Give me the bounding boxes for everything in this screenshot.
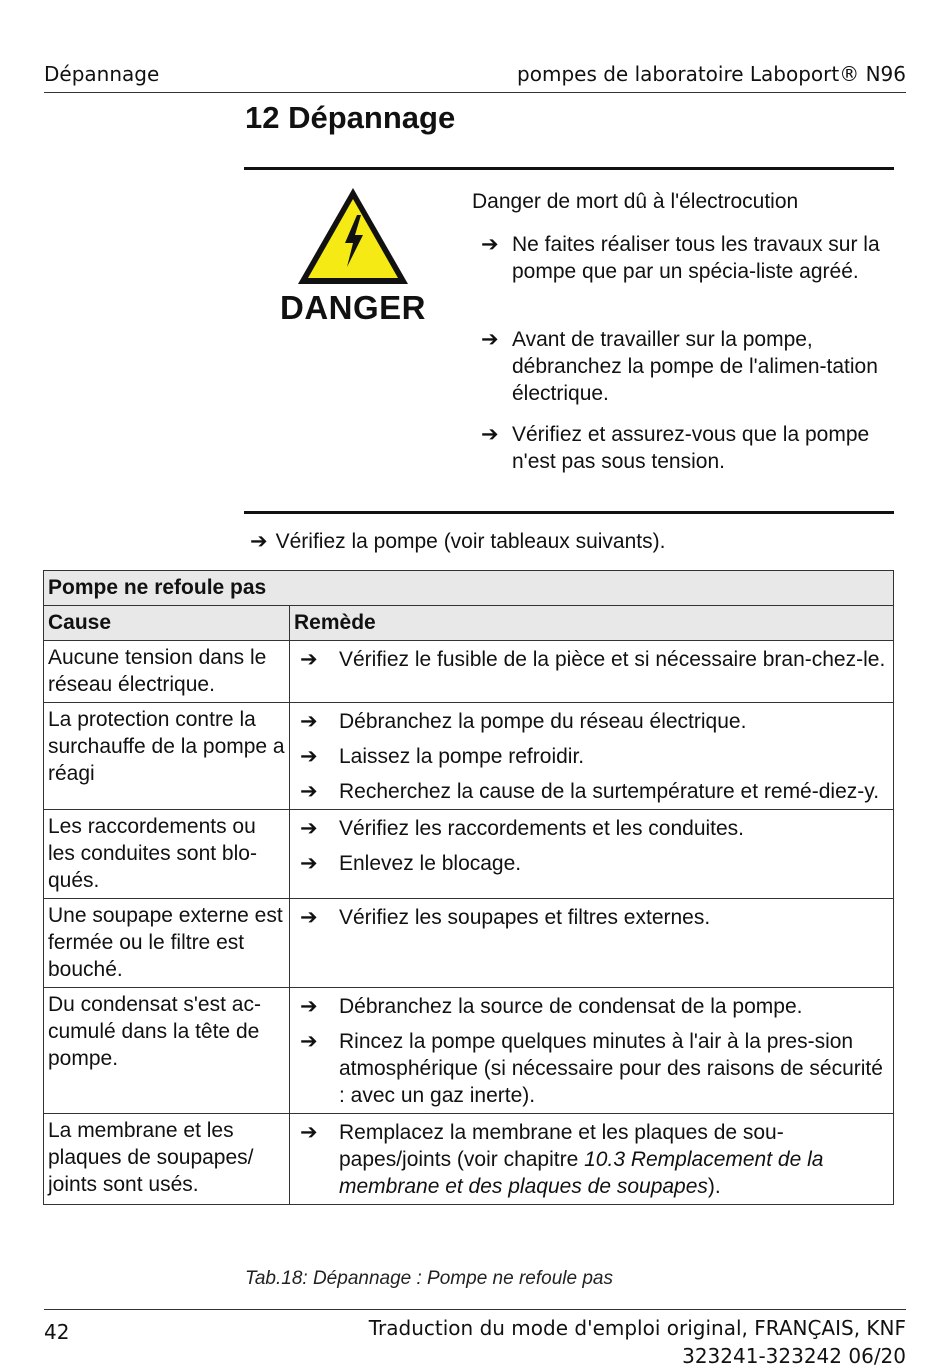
remedy-cell [290, 810, 894, 899]
table-header-row [44, 606, 894, 641]
arrow-icon: ➔ [300, 852, 318, 875]
warning-title: Danger de mort dû à l'électrocution [472, 190, 799, 213]
arrow-icon: ➔ [300, 817, 318, 840]
arrow-icon: ➔ [300, 745, 318, 768]
footer-translation-note: Traduction du mode d'emploi original, FRANÇAIS, KNF [368, 1316, 906, 1340]
arrow-icon: ➔ [300, 906, 318, 929]
arrow-icon: ➔ [300, 648, 318, 671]
cause-cell: Une soupape externe est fermée ou le filtre est bouché. [44, 899, 290, 988]
arrow-icon: ➔ [481, 233, 499, 256]
header-cause: Cause [44, 606, 290, 641]
header-remedy: Remède [290, 606, 894, 641]
remedy-item: ➔ Vérifiez les soupapes et filtres externes. [300, 906, 711, 929]
table-title: Pompe ne refoule pas [44, 571, 894, 606]
page-header [44, 60, 906, 93]
section-title: 12 Dépannage [245, 100, 456, 135]
remedy-cell [290, 703, 894, 810]
remedy-item: ➔ Vérifiez les raccordements et les conduites. [300, 817, 745, 840]
remedy-cell [290, 641, 894, 703]
remedy-item: ➔ Laissez la pompe refroidir. [300, 745, 585, 768]
danger-signal-word: DANGER [279, 289, 426, 326]
remedy-item: ➔ Enlevez le blocage. [300, 852, 522, 875]
table-row [44, 641, 894, 703]
warning-item: ➔ Avant de travailler sur la pompe, débranchez la pompe de l'alimen-tation électrique. [481, 328, 878, 405]
table-title-row [44, 571, 894, 606]
page-number: 42 [44, 1320, 70, 1344]
remedy-cell [290, 988, 894, 1114]
arrow-icon: ➔ [300, 1030, 318, 1053]
troubleshooting-table [43, 570, 894, 1205]
table-row [44, 810, 894, 899]
table-caption: Tab.18: Dépannage : Pompe ne refoule pas [245, 1268, 613, 1289]
remedy-item: ➔ Remplacez la membrane et les plaques de sou-papes/joints (voir chapitre 10.3 Remplacement de la membrane et des plaques de soupapes). [300, 1121, 824, 1198]
remedy-item: ➔ Débranchez la pompe du réseau électrique. [300, 710, 747, 733]
warning-bottom-rule [244, 511, 894, 514]
remedy-item: ➔ Recherchez la cause de la surtempérature et remé-diez-y. [300, 780, 880, 803]
chapter-reference: 10.3 Remplacement de la membrane et des plaques de soupapes [339, 1148, 824, 1198]
check-instruction: ➔ Vérifiez la pompe (voir tableaux suivants). [250, 530, 666, 553]
header-chapter: Dépannage [44, 62, 160, 86]
arrow-icon: ➔ [300, 995, 318, 1018]
cause-cell: Du condensat s'est ac-cumulé dans la tête de pompe. [44, 988, 290, 1114]
electric-hazard-icon [295, 185, 411, 287]
page-footer [44, 1309, 906, 1368]
cause-cell: Aucune tension dans le réseau électrique. [44, 641, 290, 703]
warning-top-rule [244, 167, 894, 170]
remedy-cell [290, 1114, 894, 1205]
footer-document-id: 323241-323242 06/20 [682, 1344, 906, 1368]
remedy-cell [290, 899, 894, 988]
table-row [44, 1114, 894, 1205]
table-row [44, 988, 894, 1114]
remedy-item: ➔ Débranchez la source de condensat de la pompe. [300, 995, 803, 1018]
arrow-icon: ➔ [300, 710, 318, 733]
cause-cell: La membrane et les plaques de soupapes/ joints sont usés. [44, 1114, 290, 1205]
remedy-item: ➔ Rincez la pompe quelques minutes à l'air à la pres-sion atmosphérique (si nécessaire pour des raisons de sécurité : avec un gaz inerte). [300, 1030, 883, 1107]
arrow-icon: ➔ [300, 780, 318, 803]
arrow-icon: ➔ [250, 530, 268, 553]
table-row [44, 703, 894, 810]
arrow-icon: ➔ [481, 423, 499, 446]
arrow-icon: ➔ [481, 328, 499, 351]
table-row [44, 899, 894, 988]
cause-cell: La protection contre la surchauffe de la pompe a réagi [44, 703, 290, 810]
arrow-icon: ➔ [300, 1121, 318, 1144]
remedy-item: ➔ Vérifiez le fusible de la pièce et si nécessaire bran-chez-le. [300, 648, 886, 671]
header-product: pompes de laboratoire Laboport® N96 [517, 62, 906, 86]
cause-cell: Les raccordements ou les conduites sont blo-qués. [44, 810, 290, 899]
warning-item: ➔ Vérifiez et assurez-vous que la pompe n'est pas sous tension. [481, 423, 870, 473]
warning-item: ➔ Ne faites réaliser tous les travaux sur la pompe que par un spécia-liste agréé. [481, 233, 880, 283]
